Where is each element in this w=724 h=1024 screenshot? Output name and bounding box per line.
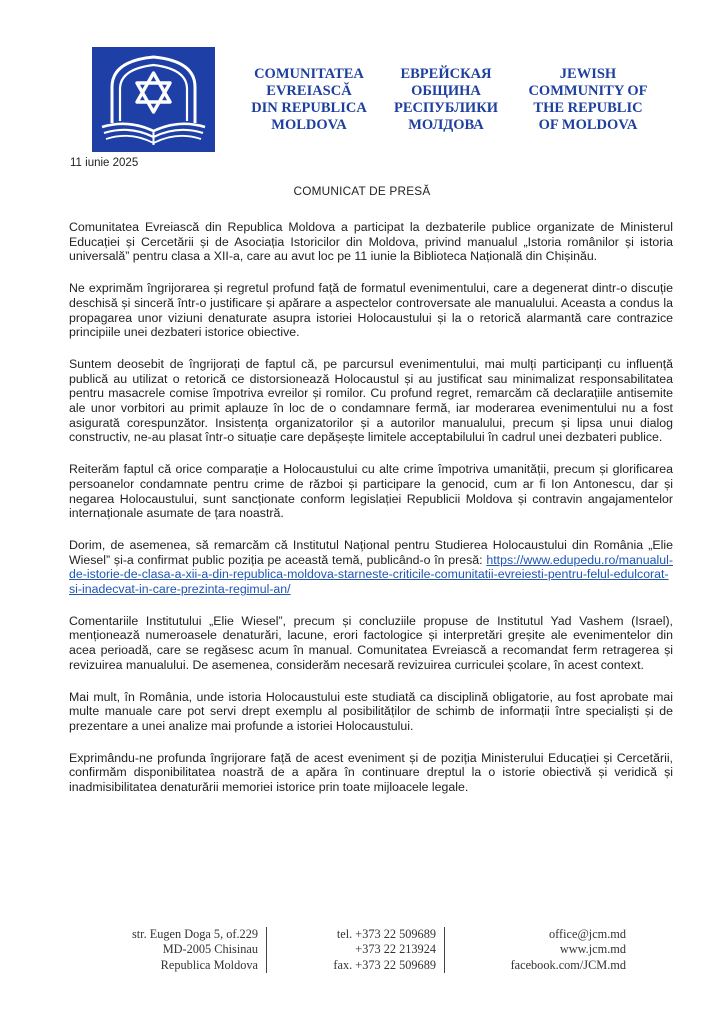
phone-line: +373 22 213924 — [355, 942, 436, 957]
address-line: str. Eugen Doga 5, of.229 — [131, 927, 258, 941]
email-link[interactable]: office@jcm.md — [549, 927, 626, 941]
press-release-body — [69, 220, 673, 812]
paragraph-2: Ne exprimăm îngrijorarea și regretul profund față de formatul evenimentului, care a degenerat dintr-o discuție deschisă și sinceră într-o justificare și apărare a aspectelor controversate ale manualului. Aceasta a condus la propagarea unor viziuni denaturate asupra istoriei Holocaustului și la o retorică alarmantă care contrazice principiile unei dezbateri istorice obiective. — [69, 281, 673, 340]
paragraph-4: Reiterăm faptul că orice comparație a Holocaustului cu alte crime împotriva umanității, precum și glorificarea persoanelor condamnate pentru crime de război și participare la genocid, cum ar fi Ion Antonescu, dar și negarea Holocaustului, sunt sancționate conform legislației Republicii Moldova și contravin angajamentelor internaționale asumate de țara noastră. — [69, 462, 673, 521]
address-line: MD-2005 Chisinau — [162, 942, 258, 957]
paragraph-1: Comunitatea Evreiască din Republica Moldova a participat la dezbaterile publice organizate de Ministerul Educației și Cercetării și de Asociația Istoricilor din Moldova, privind manualul „Istoria românilor și istoria universală” pentru clasa a XII-a, care au avut loc pe 11 iunie la Biblioteca Națională din Chișinău. — [69, 220, 673, 264]
document-heading: COMUNICAT DE PRESĂ — [293, 184, 431, 198]
footer-phones — [300, 927, 445, 973]
paragraph-8: Exprimându-ne profunda îngrijorare față de acest eveniment și de poziția Ministerului Educației și Cercetării, confirmăm disponibilitatea noastră de a apăra în continuare dreptul la o istorie obiectivă și veridică și inadmisibilitatea denaturării memoriei istorice prin toate mijloacele legale. — [69, 750, 673, 795]
document-date: 11 iunie 2025 — [70, 157, 139, 169]
paragraph-5 — [69, 538, 673, 597]
footer-address — [94, 927, 267, 973]
article-link[interactable]: https://www.edupedu.ro/manualul-de-istorie-de-clasa-a-xii-a-din-republica-moldova-starneste-criticile-comunitatii-evreiesti-pentru-felul-edulcorat-si-inadecvat-in-care-prezinta-regimul-an/ — [69, 552, 673, 597]
website-link[interactable]: www.jcm.md — [559, 942, 626, 957]
footer-contacts — [470, 927, 626, 973]
community-logo — [92, 47, 215, 152]
phone-line: tel. +373 22 509689 — [336, 927, 436, 941]
star-of-david-book-icon — [92, 47, 215, 152]
org-name-russian: ЕВРЕЙСКАЯ ОБЩИНА РЕСПУБЛИКИ МОЛДОВА — [393, 66, 499, 133]
paragraph-3: Suntem deosebit de îngrijorați de faptul că, pe parcursul evenimentului, mai mulți participanți cu influență publică au utilizat o retorică ce distorsionează Holocaustul și au justificat sau minimalizat responsabilitatea pentru masacrele comise împotriva evreilor și romilor. Cu profund regret, remarcăm că declarațiile antisemite ale unor vorbitori au primit aplauze în loc de o condamnare fermă, iar moderarea evenimentului nu a fost asigurată corespunzător. Insistența organizatorilor și a autorilor manualului, precum și lipsa unui dialog constructiv, ne-au plasat într-o situație care depășește limitele acceptabilului în cadrul unei dezbateri publice. — [69, 356, 673, 445]
paragraph-5-text: Dorim, de asemenea, să remarcăm că Institutul Național pentru Studierea Holocaustului din România „Elie Wiesel” și-a confirmat public poziția pe această temă, publicând-o în presă: — [69, 537, 673, 567]
org-name-romanian: COMUNITATEA EVREIASCĂ DIN REPUBLICA MOLDOVA — [251, 66, 367, 133]
paragraph-7: Mai mult, în România, unde istoria Holocaustului este studiată ca disciplină obligatorie, au fost aprobate mai multe manuale care pot servi drept exemplu al posibilităților de schimb de informații între specialiști și de prezentare a unei analize mai profunde a istoriei Holocaustului. — [69, 689, 673, 733]
org-name-english: JEWISH COMMUNITY OF THE REPUBLIC OF MOLDOVA — [528, 66, 648, 133]
paragraph-6: Comentariile Institutului „Elie Wiesel”, precum și concluziile propuse de Institutul Yad Vashem (Israel), menționează numeroasele denaturări, lacune, erori factologice și interpretări greșite ale evenimentelor din acea perioadă, care se regăsesc acum în manual. Comunitatea Evreiască a recomandat ferm retragerea și revizuirea manualului. De asemenea, considerăm necesară revizuirea curriculei școlare, în acest context. — [69, 613, 673, 672]
fax-line: fax. +373 22 509689 — [333, 957, 436, 972]
facebook-link[interactable]: facebook.com/JCM.md — [510, 957, 626, 972]
address-line: Republica Moldova — [160, 957, 258, 972]
